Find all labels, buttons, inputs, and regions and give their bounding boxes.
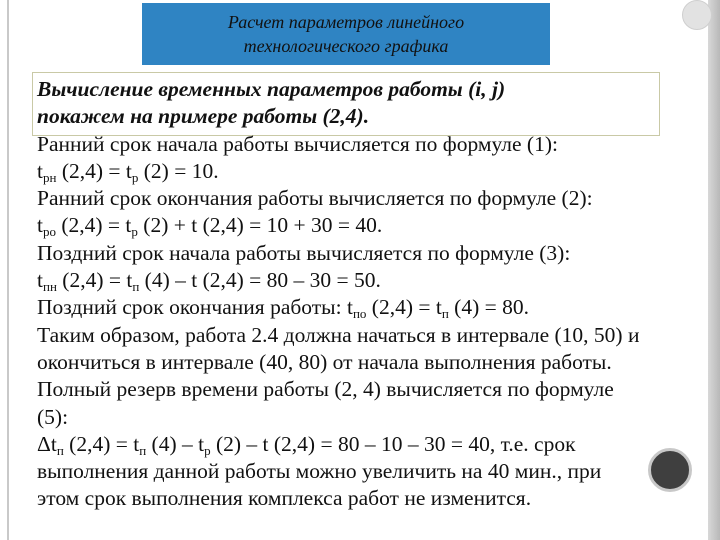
slide-title-line-1: Расчет параметров линейного [227,12,465,32]
left-border-line [7,0,9,540]
corner-circle-decoration [682,0,712,30]
body-line-10: Таким образом, работа 2.4 должна начаться в интервале (10, 50) и [37,322,640,347]
body-line-11: окончиться в интервале (40, 80) от начала выполнения работы. [37,349,612,374]
formula-line-14: $\Delta t_п$ $(2,4) = t_п$ $(4) - t_р$ (2) – t (2,4) = 80 – 10 – 30 = 40, т.е. срок [37,431,576,458]
slide-body-text [37,76,719,513]
formula-line-8: $t_{пн}$ $(2,4) = t_п$ (4) – t (2,4) = 80 – 30 = 50. [37,268,381,295]
formula-line-6: $t_{ро}$ $(2,4) = t_р$ (2) + t (2,4) = 10 + 30 = 40. [37,213,383,240]
formula-line-4: $t_{рн}$ $(2,4) = t_р$ (2) = 10. [37,158,219,185]
body-line-13: (5): [37,404,69,429]
formula-line-9: Поздний срок окончания работы: $t_{по}$ $(2,4) = t_п$ (4) = 80. [37,295,529,322]
body-line-15: выполнения данной работы можно увеличить на 40 мин., при [37,459,602,484]
intro-line-2: покажем на примере работы (2,4). [37,104,370,129]
body-line-5: Ранний срок окончания работы вычисляется по формуле (2): [37,186,593,211]
body-line-7: Поздний срок начала работы вычисляется по формуле (3): [37,240,571,265]
body-line-16: этом срок выполнения комплекса работ не изменится. [37,486,532,511]
body-line-3: Ранний срок начала работы вычисляется по формуле (1): [37,131,558,156]
body-line-12: Полный резерв времени работы (2, 4) вычисляется по формуле [37,377,614,402]
circle-marker-icon [648,448,692,492]
slide-title-box [142,3,550,65]
intro-line-1: Вычисление временных параметров работы (i, j) [37,77,506,101]
slide-title-line-2: технологического графика [243,36,449,56]
